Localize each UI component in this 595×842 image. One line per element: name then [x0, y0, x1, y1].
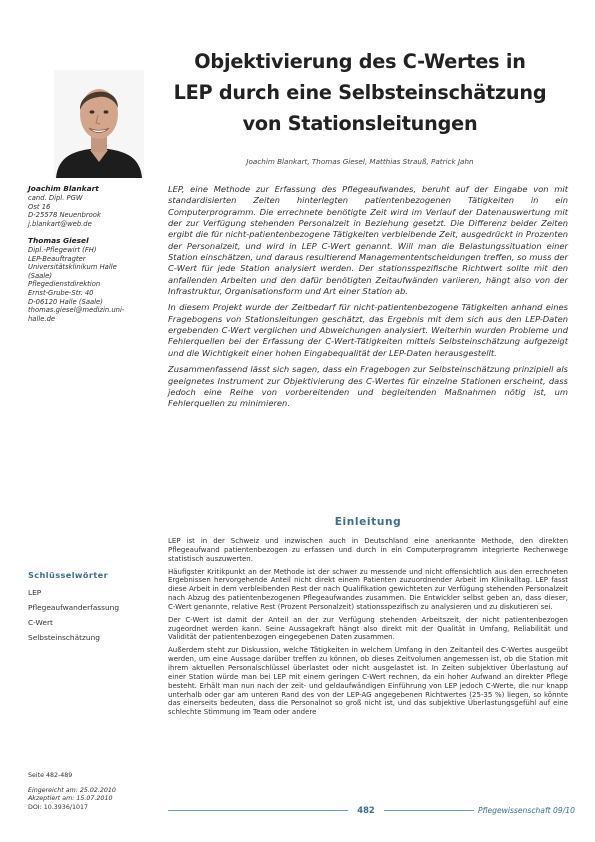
keyword: LEP [28, 588, 42, 597]
affiliation-line: D-25578 Neuenbrook [28, 211, 101, 220]
affiliation-line: Ernst-Grube-Str. 40 [28, 288, 94, 297]
affiliation-line: cand. Dipl. PGW [28, 194, 83, 202]
affiliation-line: Dipl.-Pflegewirt (FH) [28, 246, 97, 254]
journal-name: Pflegewissenschaft 09/10 [474, 804, 575, 817]
affiliation-line: Ost 16 [28, 202, 51, 211]
body-paragraph: Der C-Wert ist damit der Anteil an der zur Verfügung stehenden Arbeitszeit, der nicht patientenbezogen zugeordnet werden kann. Seine Aussagekraft hängt also direkt mit der Qualität in Umfang, Reliabilität und Validität der patientenbezogen eingegebenen Daten zusammen. [168, 615, 568, 642]
portrait-illustration [54, 70, 144, 178]
abstract-paragraph: LEP, eine Methode zur Erfassung des Pflegeaufwandes, beruht auf der Eingabe von mit standardisierten Zeiten hinterlegten patientenbezogenen Tätigkeiten in ein Computerprogramm. Die errechnete benötigte Zeit wird im Verlauf der Datenauswertung mit der zur Verfügung stehenden Personalzeit in Beziehung gesetzt. Die Differenz beider Zeiten ergibt die für nicht-patientenbezogene Tätigkeiten verbleibende Zeit, ausgedrückt in Prozenten der Personalzeit, und wird in LEP C-Wert genannt. Will man die Belastungssituation einer Station einschätzen, und daraus resultierend Managemententscheidungen treffen, so muss der C-Wert für jede Station analysiert werden. Der stationsspezifische Richtwert sollte mit den anfallenden Arbeiten und den dafür benötigten Zeitaufwänden variieren, hängt also von der Infrastruktur, Organisationsform und Art einer Station ab. [168, 184, 568, 297]
page-number: 482 [348, 804, 384, 817]
author-name: Joachim Blankart [28, 184, 99, 193]
author-affiliation-giesel [28, 236, 152, 323]
body-text [168, 537, 568, 721]
page-range: Seite 482-489 [28, 772, 73, 779]
author-photo [54, 70, 144, 178]
affiliation-line: (Saale) [28, 271, 53, 280]
body-paragraph: LEP ist in der Schweiz und inzwischen auch in Deutschland eine anerkannte Methode, den direkten Pflegeaufwand patientenbezogen zu erfassen und durch in ein Computerprogramm integrierte Rechenwege statistisch auszuwerten. [168, 537, 568, 563]
keyword: C-Wert [28, 618, 53, 627]
abstract-paragraph: In diesem Projekt wurde der Zeitbedarf für nicht-patientenbezogene Tätigkeiten anhand eines Fragebogens von Stationsleitungen geschätzt, das Ergebnis mit dem sich aus den LEP-Daten ergebenden C-Wert verglichen und Abweichungen analysiert. Weiterhin wurden Probleme und Fehlerquellen bei der Erfassung der C-Wert-Tätigkeiten mittels Selbsteinschätzung aufgezeigt und die Wichtigkeit einer hohen Eingabequalität der LEP-Daten herausgestellt. [168, 302, 568, 358]
affiliation-line: LEP-Beauftragter [28, 254, 86, 263]
author-email-link[interactable]: halle.de [28, 314, 56, 323]
author-name: Thomas Giesel [28, 236, 89, 245]
body-paragraph: Häufigster Kritikpunkt an der Methode ist der schwer zu messende und nicht offensichtlich aus den errechneten Ergebnissen hervorgehende Anteil nicht direkt einem Patienten zuzuordnender Arbeit im Klinikalltag. LEP fasst diese Arbeit in dem verbleibenden Rest der nach Qualifikation gewichteten zur Verfügung stehenden Personalzeit nach Abzug des patientenbezogenen Pflegeaufwandes zusammen. Die Entwickler selbst geben an, dass dieser, C-Wert genannte, relative Rest (Prozent Personalzeit) stationsspezifisch zu analysieren und zu diskutieren sei. [168, 567, 568, 611]
title-line: von Stationsleitungen [242, 112, 478, 135]
keywords-title: Schlüsselwörter [28, 570, 109, 580]
accepted-date: Akzeptiert am: 15.07.2010 [28, 795, 113, 803]
section-heading: Einleitung [334, 516, 402, 528]
author-affiliation-blankart [28, 184, 152, 228]
author-email-link[interactable]: j.blankart@web.de [28, 219, 92, 228]
author-email-link[interactable]: thomas.giesel@medizin.uni- [28, 306, 125, 315]
abstract-paragraph: Zusammenfassend lässt sich sagen, dass ein Fragebogen zur Selbsteinschätzung prinzipiell als geeignetes Instrument zur Objektivierung des C-Wertes für einzelne Stationen erscheint, dass jedoch eine Reihe von vorbereitenden und begleitenden Maßnahmen nötig ist, um Fehlerquellen zu minimieren. [168, 364, 568, 409]
affiliation-line: D-06120 Halle (Saale) [28, 297, 103, 306]
doi: DOI: 10.3936/1017 [28, 803, 88, 811]
author-list: Joachim Blankart, Thomas Giesel, Matthias Strauß, Patrick Jahn [246, 157, 474, 166]
keyword: Selbsteinschätzung [28, 633, 100, 642]
keyword: Pflegeaufwanderfassung [28, 603, 120, 612]
affiliation-line: Pflegedienstdirektion [28, 280, 101, 289]
abstract [168, 184, 568, 415]
affiliation-line: Universitätsklinikum Halle [28, 263, 117, 272]
received-date: Eingereicht am: 25.02.2010 [28, 786, 116, 794]
title-line: LEP durch eine Selbsteinschätzung [173, 81, 547, 104]
body-paragraph: Außerdem steht zur Diskussion, welche Tätigkeiten in welchem Umfang in den Zeitanteil des C-Wertes ausgeübt werden, um eine Aussage darüber treffen zu können, ob dieses Zeitvolumen angemessen ist, ob die Station mit ihrem aktuellen Personalschlüssel überlastet oder nicht ausgelastet ist. In Zeiten subjektiver Überlastung auf einer Station würde man bei LEP mit einem geringen C-Wert rechnen, da ein hoher Aufwand an direkter Pflege besteht. Erhält man nun nach der zeit- und geldaufwändigen Einführung von LEP jedoch C-Werte, die nur knapp unterhalb oder gar am unteren Rand des von der LEP-AG angegebenen Richtwertes (25-35 %) liegen, so könnte das einerseits bedeuten, dass die Personalnot so groß nicht ist, und das subjektive Überlastungsgefühl auf eine schlechte Stimmung im Team oder andere [168, 646, 568, 717]
title-line: Objektivierung des C-Wertes in [194, 50, 526, 73]
keywords-box [28, 570, 152, 645]
article-meta [28, 772, 168, 812]
article-title [160, 46, 560, 139]
